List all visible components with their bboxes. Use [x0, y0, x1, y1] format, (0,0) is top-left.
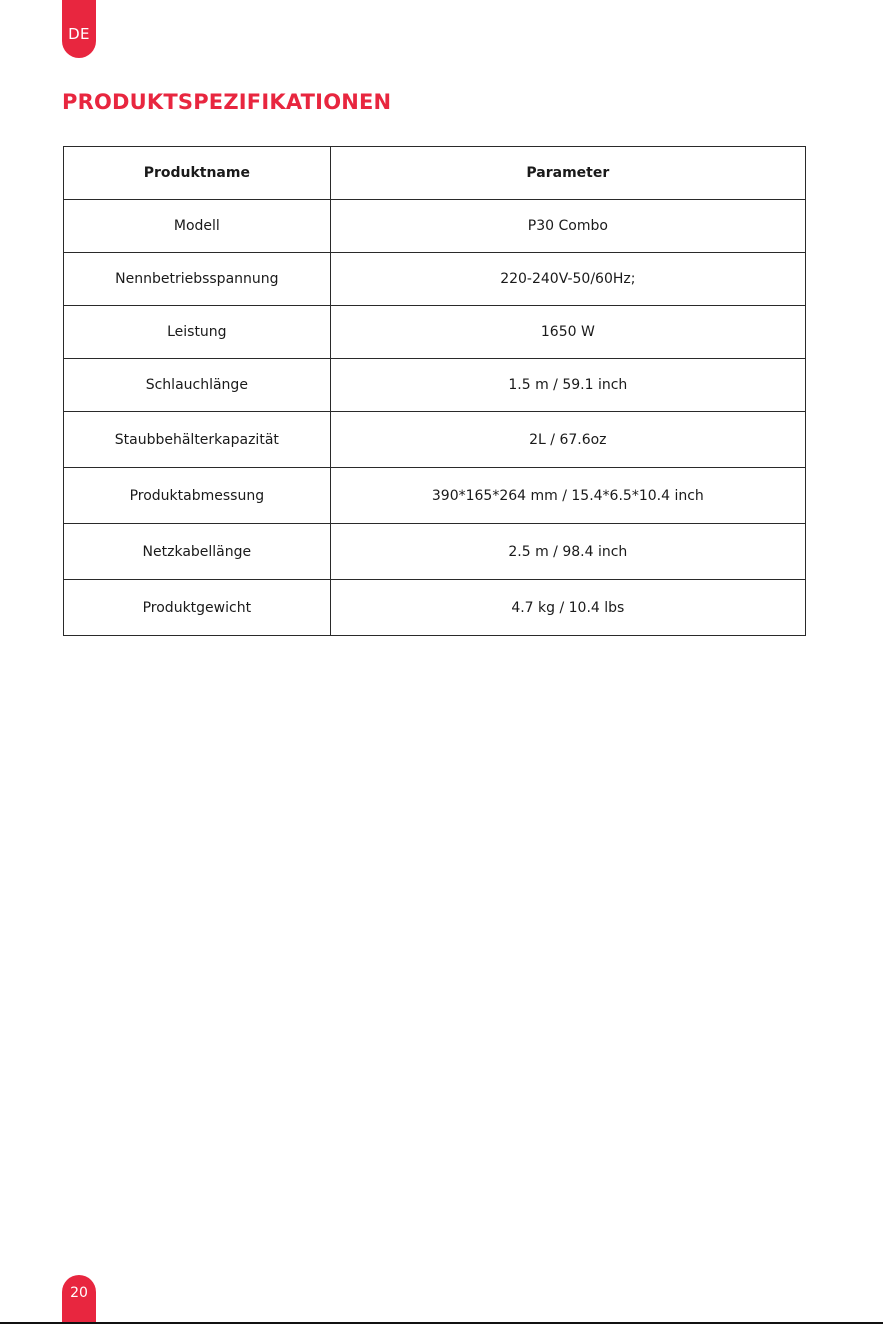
spec-name: Produktabmessung — [64, 468, 331, 524]
table-row — [64, 524, 806, 580]
table-row — [64, 412, 806, 468]
table-row — [64, 306, 806, 359]
spec-name: Leistung — [64, 306, 331, 359]
spec-value: 390*165*264 mm / 15.4*6.5*10.4 inch — [330, 468, 805, 524]
spec-name: Produktgewicht — [64, 580, 331, 636]
spec-value: 220-240V-50/60Hz; — [330, 253, 805, 306]
table-header-row — [64, 147, 806, 200]
language-tab: DE — [62, 0, 96, 58]
table-row — [64, 253, 806, 306]
spec-name: Nennbetriebsspannung — [64, 253, 331, 306]
table-row — [64, 200, 806, 253]
column-header-parameter: Parameter — [330, 147, 805, 200]
page-number: 20 — [62, 1275, 96, 1324]
spec-table — [63, 146, 806, 636]
page-title: PRODUKTSPEZIFIKATIONEN — [62, 90, 392, 114]
spec-value: 4.7 kg / 10.4 lbs — [330, 580, 805, 636]
table-row — [64, 468, 806, 524]
spec-value: 1650 W — [330, 306, 805, 359]
spec-value: P30 Combo — [330, 200, 805, 253]
table-row — [64, 580, 806, 636]
spec-name: Netzkabellänge — [64, 524, 331, 580]
spec-name: Staubbehälterkapazität — [64, 412, 331, 468]
table-row — [64, 359, 806, 412]
column-header-product-name: Produktname — [64, 147, 331, 200]
spec-name: Modell — [64, 200, 331, 253]
spec-name: Schlauchlänge — [64, 359, 331, 412]
spec-value: 2.5 m / 98.4 inch — [330, 524, 805, 580]
spec-value: 1.5 m / 59.1 inch — [330, 359, 805, 412]
spec-value: 2L / 67.6oz — [330, 412, 805, 468]
